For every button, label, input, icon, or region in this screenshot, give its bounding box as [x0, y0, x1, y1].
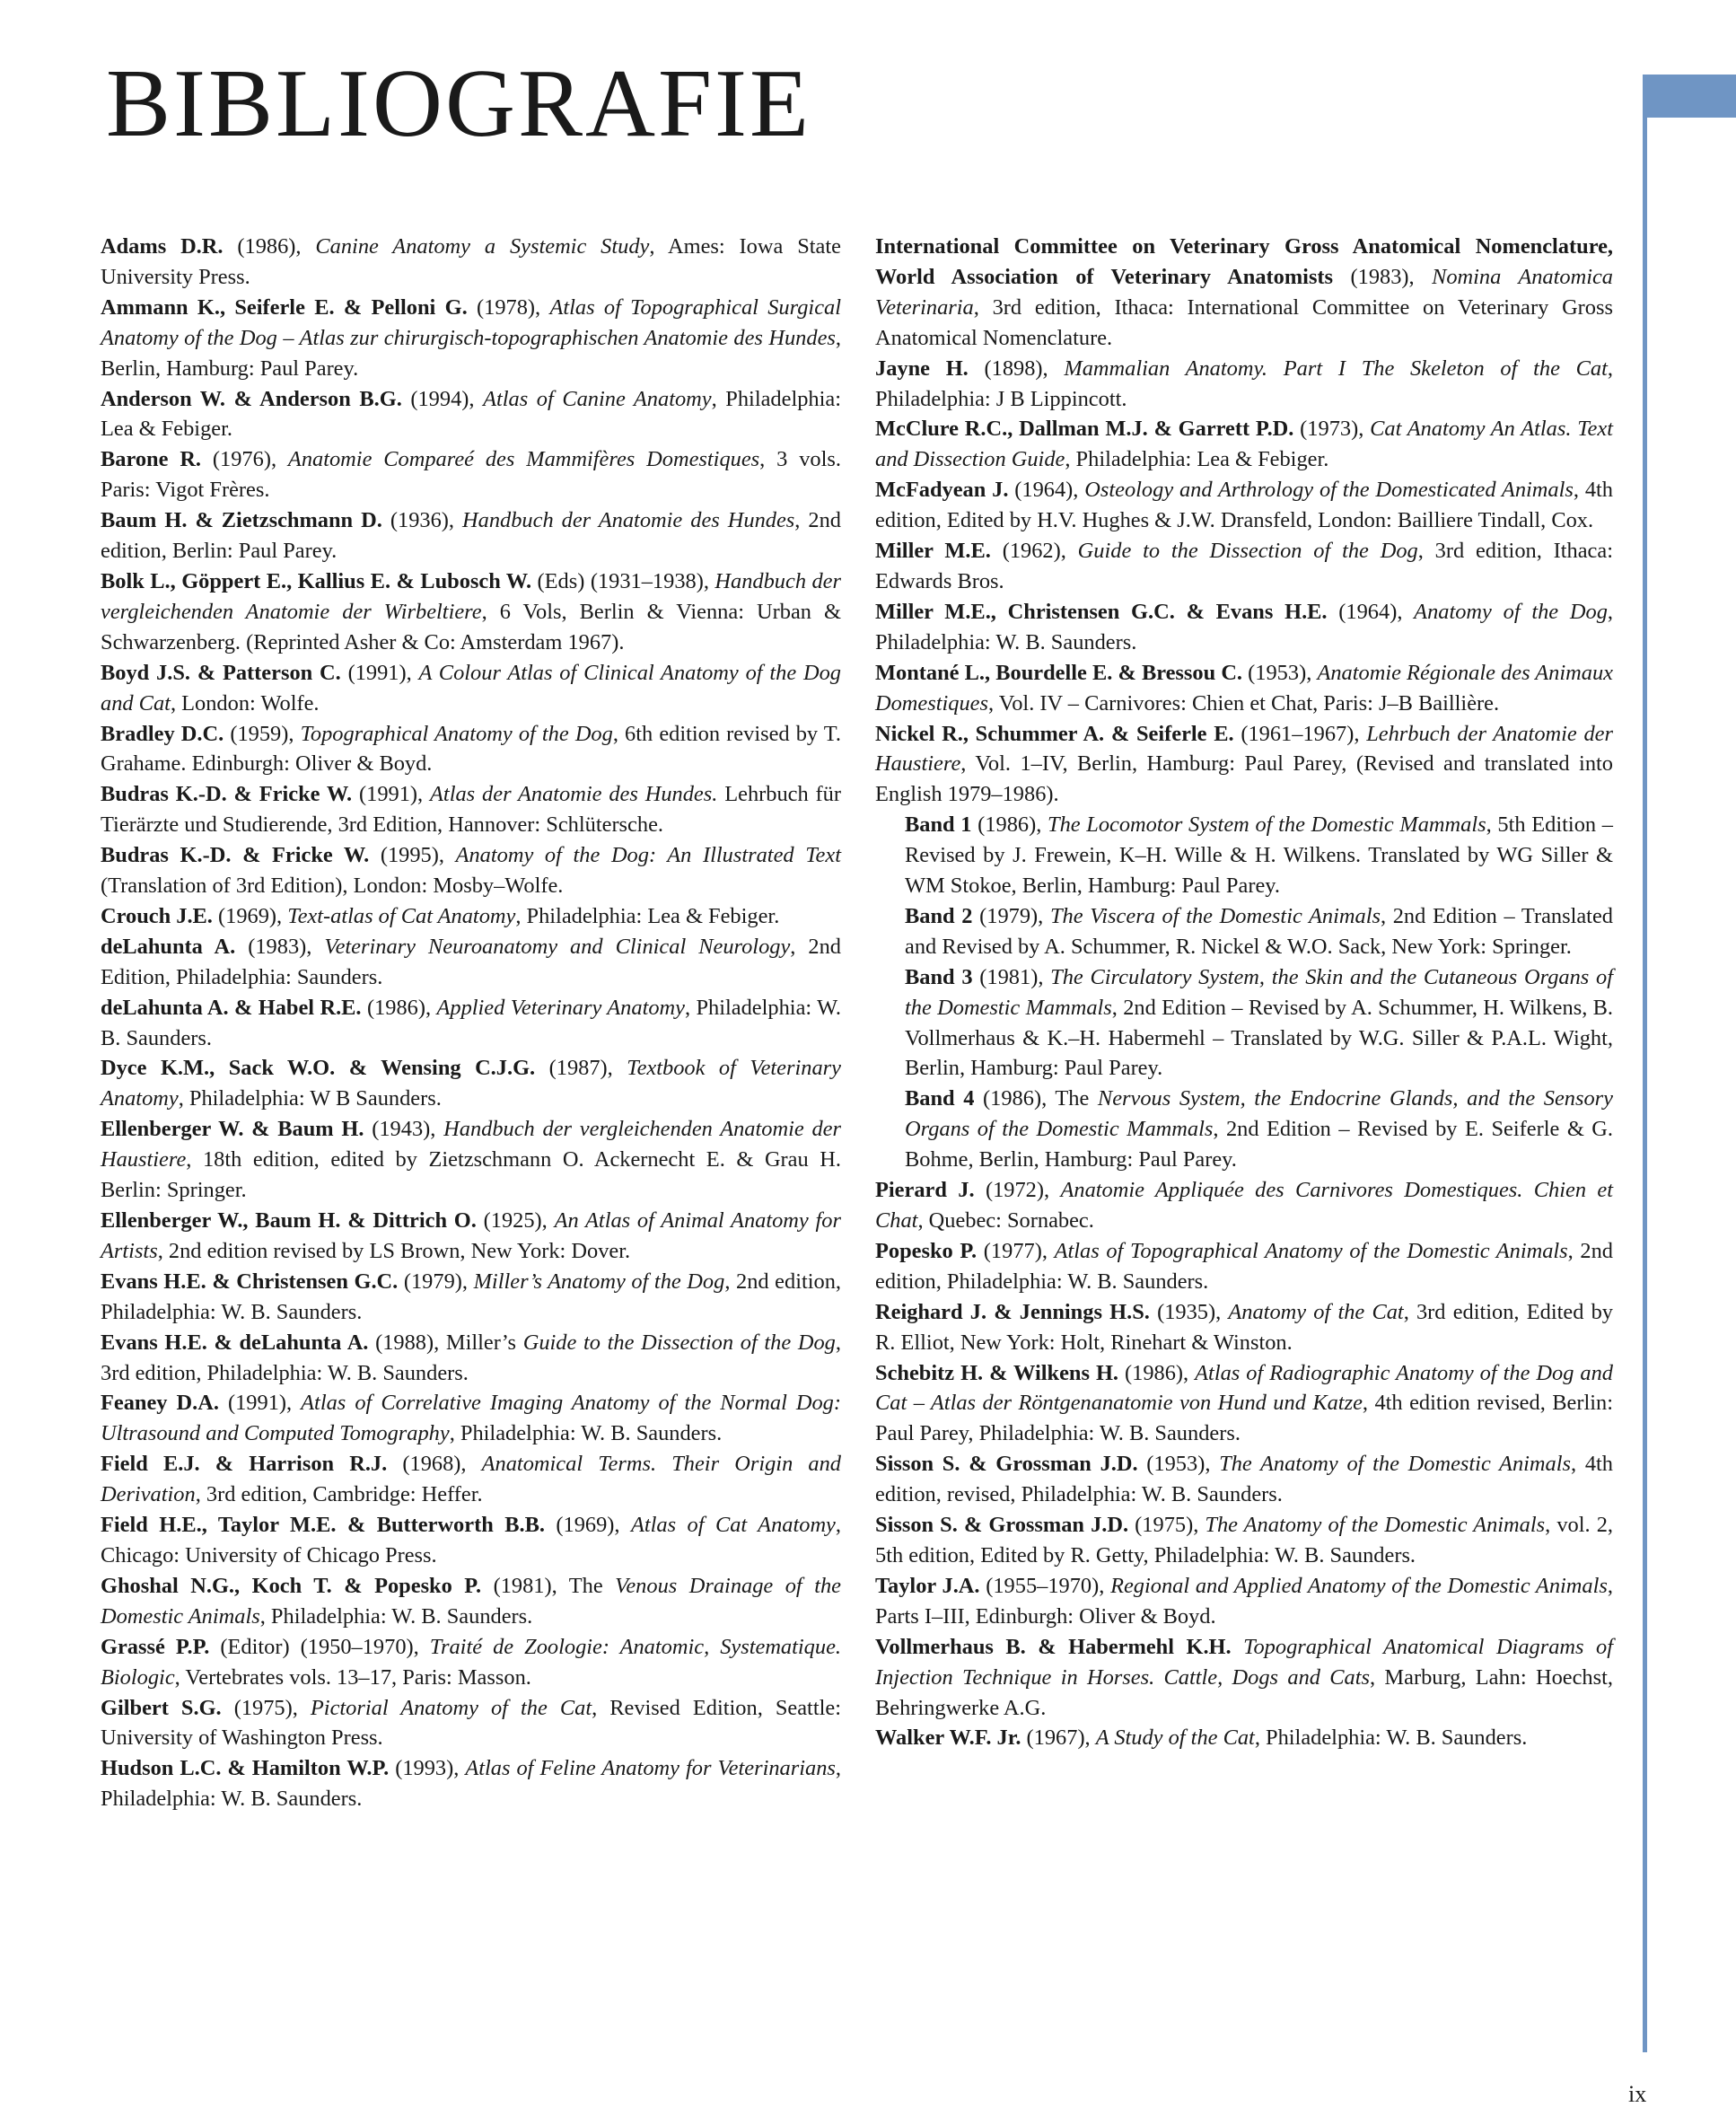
bibliography-right-column	[875, 232, 1613, 1753]
entry-authors: Band 2	[905, 903, 973, 928]
bibliography-entry	[875, 1571, 1613, 1632]
entry-title: Applied Veterinary Anatomy	[436, 995, 685, 1020]
bibliography-entry	[875, 536, 1613, 597]
entry-text: (1983),	[235, 934, 325, 959]
entry-text: , Chicago: University of Chicago Press.	[101, 1513, 841, 1567]
entry-text: (1981), The	[481, 1573, 616, 1598]
bibliography-entry	[101, 1206, 841, 1267]
entry-authors: deLahunta A. & Habel R.E.	[101, 995, 362, 1020]
entry-text: , 2nd Edition – Revised by E. Seiferle & G. Bohme, Berlin, Hamburg: Paul Parey.	[905, 1117, 1614, 1172]
bibliography-entry	[101, 932, 841, 993]
entry-text: (1991),	[352, 782, 431, 807]
entry-text: (1983),	[1333, 264, 1433, 289]
entry-text: , Philadelphia: W. B. Saunders.	[101, 995, 842, 1050]
entry-text: (1993),	[389, 1756, 466, 1781]
entry-authors: Budras K.-D. & Fricke W.	[101, 782, 353, 807]
accent-tab	[1643, 75, 1736, 118]
bibliography-entry	[875, 901, 1613, 962]
entry-authors: Jayne H.	[875, 356, 969, 381]
entry-title: Pictorial Anatomy of the Cat	[310, 1695, 592, 1720]
entry-authors: Miller M.E., Christensen G.C. & Evans H.E.	[875, 599, 1328, 624]
entry-text: , Vol. IV – Carnivores: Chien et Chat, Paris: J–B Baillière.	[988, 690, 1500, 716]
entry-text: , 2nd Edition – Revised by A. Schummer, H. Wilkens, B. Vollmerhaus & K.–H. Habermehl – Translated by W.G. Siller & P.A.L. Wight, Berlin, Hamburg: Paul Parey.	[905, 995, 1613, 1081]
entry-title: Anatomical Terms. Their Origin and Derivation	[101, 1452, 841, 1507]
bibliography-entry	[875, 658, 1613, 719]
entry-authors: Dyce K.M., Sack W.O. & Wensing C.J.G.	[101, 1056, 536, 1081]
entry-title: Anatomie Appliquée des Carnivores Domestiques. Chien et Chat	[875, 1178, 1613, 1233]
entry-title: Atlas of Topographical Surgical Anatomy of the Dog – Atlas zur chirurgisch-topographischen Anatomie des Hundes	[101, 294, 841, 350]
entry-authors: Taylor J.A.	[875, 1573, 980, 1598]
entry-authors: Schebitz H. & Wilkens H.	[875, 1360, 1119, 1385]
entry-text: (1987),	[535, 1056, 627, 1081]
entry-text: , 2nd Edition, Philadelphia: Saunders.	[101, 934, 841, 989]
entry-title: Atlas of Correlative Imaging Anatomy of the Normal Dog: Ultrasound and Computed Tomography	[101, 1391, 842, 1446]
bibliography-entry	[101, 1449, 841, 1510]
entry-text: , Philadelphia: Lea & Febiger.	[515, 903, 780, 928]
entry-title: Atlas of Cat Anatomy	[630, 1513, 836, 1538]
bibliography-entry	[101, 1267, 841, 1328]
entry-title: Guide to the Dissection of the Dog	[522, 1330, 836, 1355]
page-title: BIBLIOGRAFIE	[106, 50, 811, 157]
entry-authors: McClure R.C., Dallman M.J. & Garrett P.D.	[875, 417, 1294, 442]
entry-text: (1962),	[990, 539, 1078, 564]
bibliography-entry	[101, 779, 841, 840]
bibliography-entry	[101, 293, 841, 384]
entry-text: , Philadelphia: Lea & Febiger.	[101, 386, 841, 442]
entry-text: (1925),	[476, 1208, 555, 1233]
bibliography-entry	[875, 475, 1613, 536]
entry-text: (1978),	[467, 294, 550, 320]
entry-authors: Sisson S. & Grossman J.D.	[875, 1452, 1138, 1477]
bibliography-entry	[101, 1753, 841, 1814]
entry-text: (1973),	[1293, 417, 1371, 442]
entry-title: Anatomie Régionale des Animaux Domestiques	[875, 660, 1613, 716]
bibliography-entry	[101, 1328, 841, 1389]
bibliography-entry	[875, 810, 1613, 901]
bibliography-entry	[101, 1571, 841, 1632]
entry-text: , 18th edition, edited by Zietzschmann O. Ackernecht E. & Grau H. Berlin: Springer.	[101, 1147, 841, 1203]
entry-text: , Berlin, Hamburg: Paul Parey.	[101, 325, 841, 381]
entry-title: An Atlas of Animal Anatomy for Artists	[101, 1208, 841, 1263]
entry-text: (1955–1970),	[979, 1573, 1111, 1598]
entry-authors: Ellenberger W., Baum H. & Dittrich O.	[101, 1208, 477, 1233]
entry-authors: Band 4	[905, 1086, 975, 1111]
entry-title: Handbuch der vergleichenden Anatomie der Haustiere	[101, 1117, 841, 1172]
entry-authors: Bradley D.C.	[101, 721, 224, 746]
entry-text: , Philadelphia: W. B. Saunders.	[449, 1421, 723, 1446]
entry-text: , Vertebrates vols. 13–17, Paris: Masson.	[174, 1664, 531, 1690]
entry-text: (Eds) (1931–1938),	[531, 568, 715, 593]
bibliography-entry	[875, 1084, 1613, 1175]
entry-text: , Philadelphia: W. B. Saunders.	[101, 1756, 841, 1812]
entry-title: Nomina Anatomica Veterinaria	[875, 264, 1614, 320]
entry-text: , Quebec: Sornabec.	[917, 1208, 1094, 1233]
entry-text: (1961–1967),	[1233, 721, 1367, 746]
bibliography-entry	[875, 1632, 1613, 1724]
bibliography-entry	[101, 1693, 841, 1754]
entry-text: (1953),	[1137, 1452, 1220, 1477]
entry-title: Atlas der Anatomie des Hundes.	[430, 782, 718, 807]
entry-authors: deLahunta A.	[101, 934, 236, 959]
entry-text: , Ames: Iowa State University Press.	[101, 234, 841, 289]
bibliography-entry	[101, 1053, 841, 1114]
entry-authors: Budras K.-D. & Fricke W.	[101, 843, 370, 868]
entry-title: Textbook of Veterinary Anatomy	[101, 1056, 841, 1111]
entry-authors: Feaney D.A.	[101, 1391, 219, 1416]
entry-title: A Study of the Cat	[1095, 1725, 1255, 1751]
entry-text: (1986),	[361, 995, 437, 1020]
entry-title: The Viscera of the Domestic Animals	[1049, 903, 1381, 928]
accent-rule	[1643, 118, 1647, 2052]
bibliography-entry	[875, 962, 1613, 1084]
bibliography-entry	[875, 414, 1613, 475]
entry-text: (1969),	[544, 1513, 631, 1538]
entry-text: (1964),	[1008, 478, 1085, 503]
bibliography-entry	[101, 1510, 841, 1571]
bibliography-entry	[875, 232, 1613, 354]
entry-title: Guide to the Dissection of the Dog	[1077, 539, 1418, 564]
entry-text: Lehrbuch für Tierärzte und Studierende, 3rd Edition, Hannover: Schlütersche.	[101, 782, 841, 838]
bibliography-entry	[875, 1175, 1613, 1236]
entry-authors: Evans H.E. & deLahunta A.	[101, 1330, 369, 1355]
entry-text: , Philadelphia: J B Lippincott.	[875, 356, 1613, 411]
entry-title: Osteology and Arthrology of the Domesticated Animals	[1084, 478, 1574, 503]
entry-text: , Parts I–III, Edinburgh: Oliver & Boyd.	[875, 1573, 1613, 1629]
entry-authors: Popesko P.	[875, 1238, 978, 1263]
entry-authors: Hudson L.C. & Hamilton W.P.	[101, 1756, 390, 1781]
entry-title: Anatomy of the Cat	[1228, 1299, 1404, 1324]
bibliography-entry	[101, 384, 841, 445]
entry-title: Lehrbuch der Anatomie der Haustiere	[875, 721, 1613, 777]
entry-text: (1964),	[1327, 599, 1415, 624]
entry-text: , 3rd edition, Cambridge: Heffer.	[195, 1482, 483, 1507]
entry-text: (1976),	[201, 447, 288, 472]
entry-authors: McFadyean J.	[875, 478, 1009, 503]
entry-text: (1986),	[971, 812, 1048, 838]
bibliography-entry	[101, 1632, 841, 1693]
entry-text: (Editor) (1950–1970),	[209, 1634, 430, 1659]
entry-text: (1968),	[387, 1452, 482, 1477]
bibliography-entry	[875, 1236, 1613, 1297]
entry-text: (1986),	[1118, 1360, 1196, 1385]
bibliography-entry	[101, 840, 841, 901]
entry-title: Traité de Zoologie: Anatomic, Systematique. Biologic	[101, 1634, 841, 1690]
entry-authors: Barone R.	[101, 447, 202, 472]
entry-title: Atlas of Canine Anatomy	[483, 386, 712, 411]
entry-text: (1977),	[977, 1238, 1055, 1263]
entry-text: , 3 vols. Paris: Vigot Frères.	[101, 447, 841, 503]
entry-authors: Walker W.F. Jr.	[875, 1725, 1021, 1751]
entry-title: Mammalian Anatomy. Part I The Skeleton of the Cat	[1064, 356, 1608, 381]
entry-authors: Ammann K., Seiferle E. & Pelloni G.	[101, 294, 468, 320]
bibliography-entry	[875, 1297, 1613, 1358]
entry-authors: Baum H. & Zietzschmann D.	[101, 508, 382, 533]
entry-text: , 2nd edition revised by LS Brown, New York: Dover.	[157, 1238, 631, 1263]
entry-text: (1986), The	[974, 1086, 1098, 1111]
entry-text: (1943),	[364, 1117, 444, 1142]
entry-authors: Band 1	[905, 812, 972, 838]
entry-text: (1979),	[398, 1269, 474, 1294]
entry-text: (1991),	[218, 1391, 302, 1416]
bibliography-entry	[875, 1723, 1613, 1753]
entry-text: (1991),	[340, 660, 419, 685]
entry-title: Atlas of Topographical Anatomy of the Domestic Animals	[1054, 1238, 1568, 1263]
entry-title: Venous Drainage of the Domestic Animals	[101, 1573, 841, 1629]
entry-text: , vol. 2, 5th edition, Edited by R. Getty, Philadelphia: W. B. Saunders.	[875, 1513, 1613, 1567]
bibliography-entry	[101, 719, 841, 780]
entry-title: Topographical Anatomy of the Dog	[300, 721, 613, 746]
entry-title: Miller’s Anatomy of the Dog	[473, 1269, 725, 1294]
page-number: ix	[1628, 2081, 1647, 2107]
entry-text: (1975),	[221, 1695, 311, 1720]
bibliography-entry	[101, 505, 841, 566]
bibliography-entry	[101, 444, 841, 505]
bibliography-entry	[101, 901, 841, 932]
entry-text: , 3rd edition, Philadelphia: W. B. Saunders.	[101, 1330, 841, 1385]
entry-text: , 3rd edition, Ithaca: International Committee on Veterinary Gross Anatomical Nomenclature.	[875, 294, 1613, 350]
entry-authors: Band 3	[905, 964, 973, 989]
entry-text: (1995),	[369, 843, 456, 868]
entry-title: Text-atlas of Cat Anatomy	[287, 903, 516, 928]
entry-authors: Nickel R., Schummer A. & Seiferle E.	[875, 721, 1234, 746]
entry-title: The Circulatory System, the Skin and the Cutaneous Organs of the Domestic Mammals	[905, 964, 1613, 1020]
entry-text: (Translation of 3rd Edition), London: Mosby–Wolfe.	[101, 874, 564, 899]
bibliography-entry	[875, 1449, 1613, 1510]
entry-authors: Field H.E., Taylor M.E. & Butterworth B.B.	[101, 1513, 545, 1538]
entry-text: (1975),	[1128, 1513, 1206, 1538]
entry-text: , 2nd edition, Philadelphia: W. B. Saunders.	[101, 1269, 842, 1324]
bibliography-entry	[101, 232, 841, 293]
entry-text: (1898),	[968, 356, 1065, 381]
entry-authors: Evans H.E. & Christensen G.C.	[101, 1269, 399, 1294]
entry-authors: Pierard J.	[875, 1178, 975, 1203]
bibliography-entry	[101, 1388, 841, 1449]
entry-text: , Philadelphia: W. B. Saunders.	[875, 599, 1613, 654]
entry-title: The Anatomy of the Domestic Animals	[1205, 1513, 1546, 1538]
bibliography-left-column	[101, 232, 841, 1814]
entry-authors: Reighard J. & Jennings H.S.	[875, 1299, 1150, 1324]
entry-title: Atlas of Feline Anatomy for Veterinarians	[465, 1756, 836, 1781]
entry-title: Anatomy of the Dog	[1414, 599, 1608, 624]
entry-text: (1981),	[972, 964, 1051, 989]
bibliography-entry	[875, 719, 1613, 811]
bibliography-entry	[101, 566, 841, 658]
entry-title: Topographical Anatomical Diagrams of Injection Technique in Horses. Cattle, Dogs and Cats	[875, 1634, 1613, 1690]
entry-text: , 2nd edition, Philadelphia: W. B. Saunders.	[875, 1238, 1614, 1294]
entry-authors: Vollmerhaus B. & Habermehl K.H.	[875, 1634, 1232, 1659]
entry-authors: Boyd J.S. & Patterson C.	[101, 660, 341, 685]
entry-text: , 3rd edition, Edited by R. Elliot, New York: Holt, Rinehart & Winston.	[875, 1299, 1613, 1355]
entry-text: , Vol. 1–IV, Berlin, Hamburg: Paul Parey, (Revised and translated into English 1979–1986).	[875, 751, 1613, 807]
entry-authors: Ellenberger W. & Baum H.	[101, 1117, 364, 1142]
entry-title: The Anatomy of the Domestic Animals	[1219, 1452, 1572, 1477]
entry-text: (1988), Miller’s	[368, 1330, 523, 1355]
entry-authors: International Committee on Veterinary Gross Anatomical Nomenclature, World Association of Veterinary Anatomists	[875, 234, 1613, 289]
entry-text: , 6 Vols, Berlin & Vienna: Urban & Schwarzenberg. (Reprinted Asher & Co: Amsterdam 1967).	[101, 599, 842, 654]
entry-authors: Anderson W. & Anderson B.G.	[101, 386, 402, 411]
entry-text: (1972),	[974, 1178, 1061, 1203]
entry-text: , 2nd Edition – Translated and Revised by A. Schummer, R. Nickel & W.O. Sack, New York: Springer.	[905, 903, 1613, 959]
entry-text: (1986),	[223, 234, 316, 259]
entry-text: , 6th edition revised by T. Grahame. Edinburgh: Oliver & Boyd.	[101, 721, 841, 777]
entry-authors: Crouch J.E.	[101, 903, 213, 928]
entry-text: (1953),	[1242, 660, 1318, 685]
entry-title: Cat Anatomy An Atlas. Text and Dissection Guide	[875, 417, 1613, 472]
entry-text: , 4th edition, Edited by H.V. Hughes & J.W. Dransfeld, London: Bailliere Tindall, Cox.	[875, 478, 1613, 533]
bibliography-entry	[101, 993, 841, 1054]
entry-text: , Marburg, Lahn: Hoechst, Behringwerke A.G.	[875, 1664, 1613, 1720]
entry-text: , London: Wolfe.	[170, 690, 320, 716]
entry-text: , 4th edition, revised, Philadelphia: W. B. Saunders.	[875, 1452, 1614, 1507]
entry-title: Handbuch der vergleichenden Anatomie der Wirbeltiere	[101, 568, 841, 624]
entry-text: , 2nd edition, Berlin: Paul Parey.	[101, 508, 841, 564]
entry-title: A Colour Atlas of Clinical Anatomy of the Dog and Cat	[101, 660, 841, 716]
entry-text	[1232, 1635, 1244, 1659]
entry-title: Nervous System, the Endocrine Glands, and the Sensory Organs of the Domestic Mammals	[905, 1086, 1614, 1142]
entry-text: , Revised Edition, Seattle: University of Washington Press.	[101, 1695, 841, 1751]
entry-title: The Locomotor System of the Domestic Mammals	[1048, 812, 1486, 838]
entry-text: , Philadelphia: Lea & Febiger.	[1065, 447, 1329, 472]
entry-text: , 3rd edition, Ithaca: Edwards Bros.	[875, 539, 1613, 593]
entry-title: Anatomy of the Dog: An Illustrated Text	[455, 843, 841, 868]
bibliography-entry	[875, 354, 1613, 415]
entry-text: (1969),	[212, 903, 288, 928]
entry-authors: Field E.J. & Harrison R.J.	[101, 1452, 388, 1477]
entry-title: Regional and Applied Anatomy of the Domestic Animals	[1110, 1573, 1608, 1598]
entry-text: , Philadelphia: W. B. Saunders.	[1254, 1725, 1528, 1751]
entry-authors: Bolk L., Göppert E., Kallius E. & Lubosch W.	[101, 568, 532, 593]
entry-authors: Miller M.E.	[875, 539, 991, 564]
bibliography-entry	[875, 1358, 1613, 1450]
bibliography-entry	[875, 597, 1613, 658]
bibliography-entry	[101, 1114, 841, 1206]
entry-text: , Philadelphia: W B Saunders.	[178, 1086, 442, 1111]
entry-authors: Montané L., Bourdelle E. & Bressou C.	[875, 660, 1243, 685]
entry-text: (1967),	[1021, 1725, 1096, 1751]
entry-authors: Sisson S. & Grossman J.D.	[875, 1513, 1129, 1538]
entry-title: Handbuch der Anatomie des Hundes	[462, 508, 795, 533]
entry-title: Atlas of Radiographic Anatomy of the Dog and Cat – Atlas der Röntgenanatomie von Hund und Katze	[875, 1360, 1613, 1416]
entry-title: Anatomie Compareé des Mammifères Domestiques	[287, 447, 760, 472]
entry-title: Veterinary Neuroanatomy and Clinical Neurology	[324, 934, 791, 959]
entry-text: , 5th Edition – Revised by J. Frewein, K–H. Wille & H. Wilkens. Translated by WG Siller & WM Stokoe, Berlin, Hamburg: Paul Parey.	[905, 812, 1613, 899]
entry-title: Canine Anatomy a Systemic Study	[315, 234, 650, 259]
entry-authors: Grassé P.P.	[101, 1634, 210, 1659]
bibliography-entry	[875, 1510, 1613, 1571]
entry-text: , Philadelphia: W. B. Saunders.	[259, 1603, 533, 1629]
entry-authors: Gilbert S.G.	[101, 1695, 222, 1720]
entry-text: (1994),	[401, 386, 484, 411]
entry-text: (1959),	[224, 721, 301, 746]
entry-authors: Ghoshal N.G., Koch T. & Popesko P.	[101, 1573, 482, 1598]
entry-text: (1979),	[972, 903, 1050, 928]
entry-authors: Adams D.R.	[101, 234, 224, 259]
entry-text: (1936),	[381, 508, 463, 533]
bibliography-entry	[101, 658, 841, 719]
entry-text: , 4th edition revised, Berlin: Paul Parey, Philadelphia: W. B. Saunders.	[875, 1391, 1614, 1446]
entry-text: (1935),	[1149, 1299, 1229, 1324]
